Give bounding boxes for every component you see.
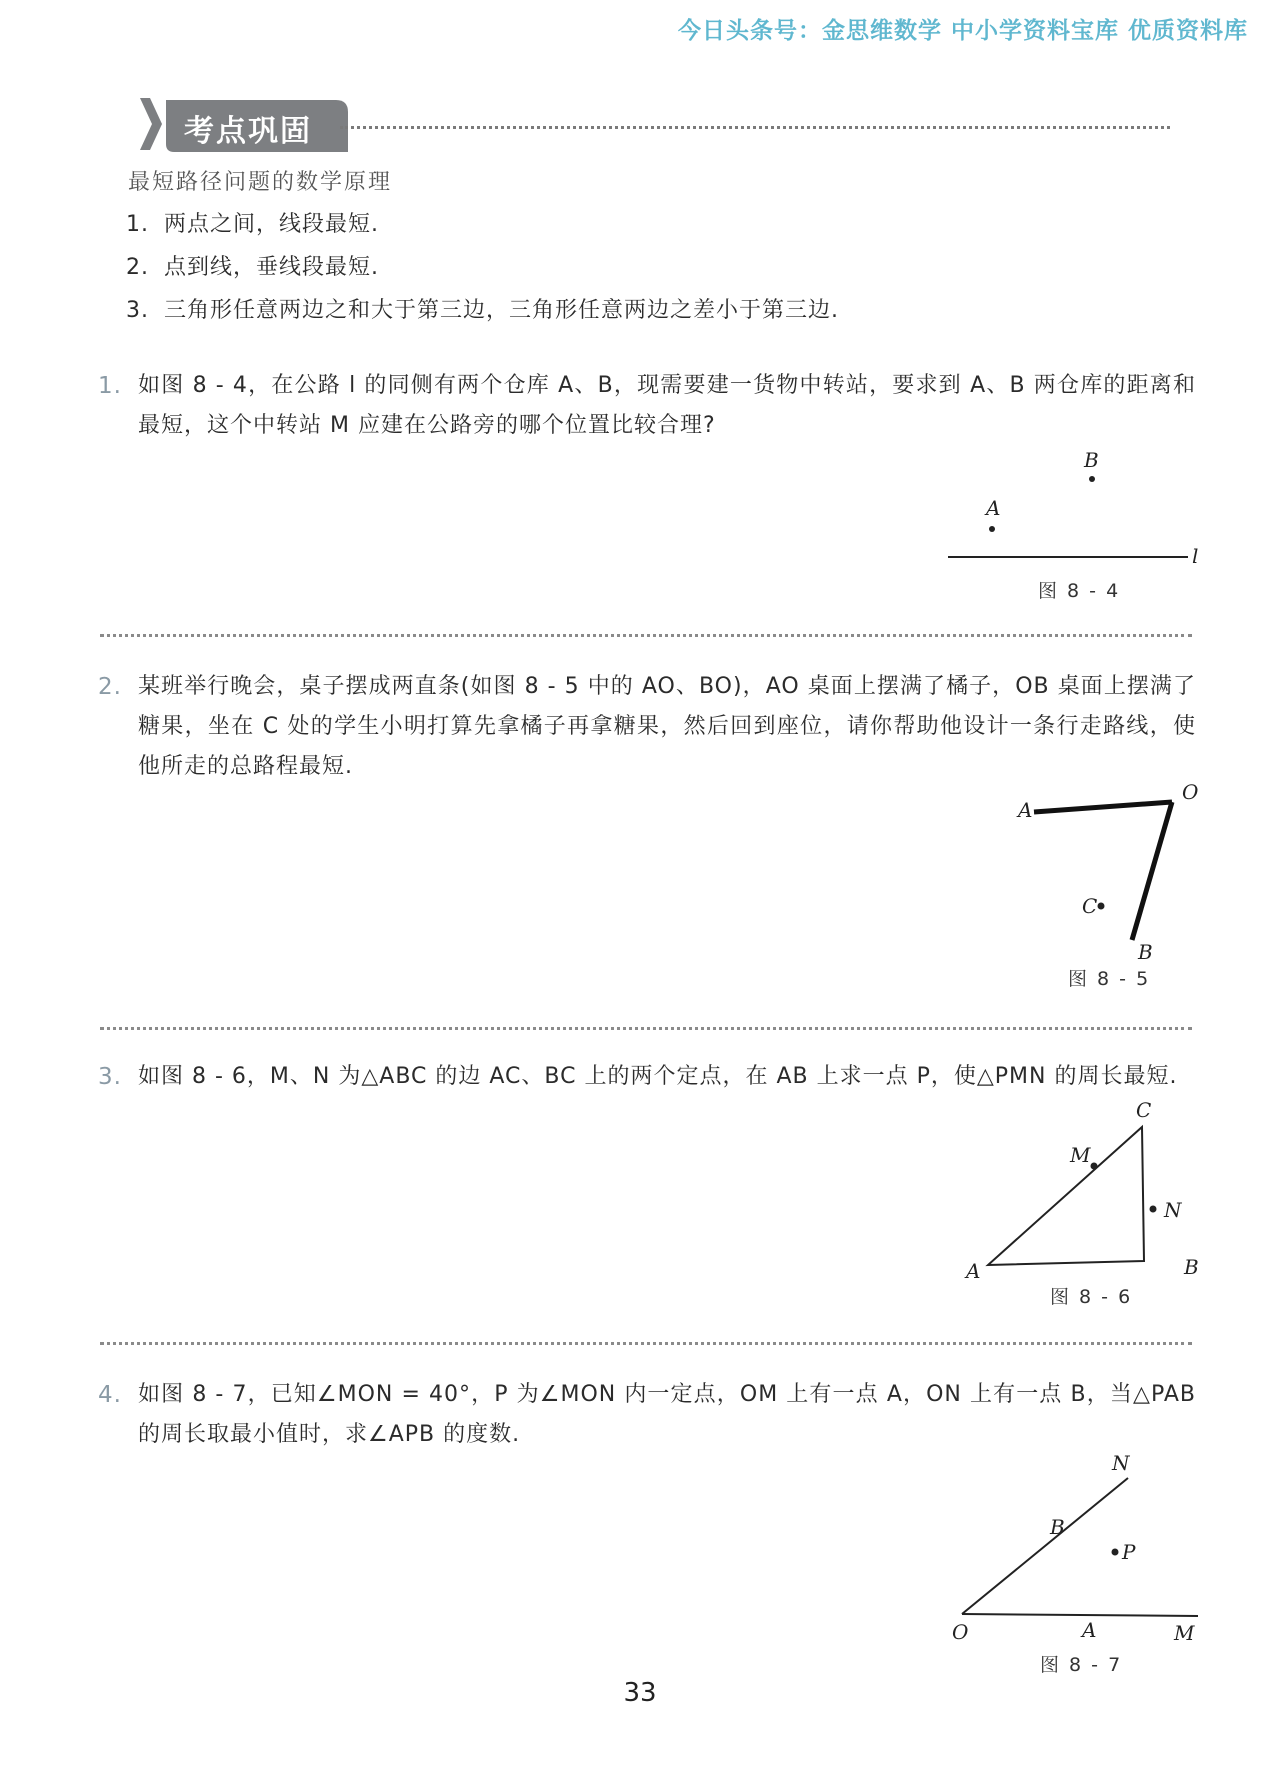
principle-item [126,293,839,324]
divider [100,1342,1192,1345]
divider [100,634,1192,637]
problem-2 [98,667,1196,787]
problem-text: 如图 8 - 7，已知∠MON = 40°，P 为∠MON 内一定点，OM 上有一点 A，ON 上有一点 B，当△PAB 的周长取最小值时，求∠APB 的度数. [138,1382,1196,1447]
banner-divider [340,126,1170,129]
principle-item [126,250,379,281]
problem-number: 2. [98,674,122,700]
figure-caption: 图 8 - 5 [1068,968,1151,990]
principle-text: 点到线，垂线段最短. [164,255,379,280]
label-a: A [986,496,1001,520]
principle-number: 2. [126,255,149,280]
point-p [1112,1549,1119,1556]
page-number: 33 [623,1678,657,1708]
figure-caption: 图 8 - 4 [1038,580,1121,602]
table-ao [1034,802,1172,812]
label-m: M [1174,1621,1195,1640]
label-o: O [952,1620,969,1640]
problem-1 [98,366,1196,446]
point-b [1089,476,1095,482]
label-b: B [1138,940,1153,964]
label-l: l [1192,544,1199,568]
divider [100,1027,1192,1030]
figure-8-6 [960,1095,1210,1280]
problem-text: 如图 8 - 6，M、N 为△ABC 的边 AC、BC 上的两个定点，在 AB 上求一点 P，使△PMN 的周长最短. [138,1064,1178,1089]
principle-text: 两点之间，线段最短. [164,212,379,237]
table-ob [1132,802,1172,940]
label-n: N [1164,1198,1182,1222]
principles-title: 最短路径问题的数学原理 [128,170,393,195]
ray-on [962,1478,1128,1614]
figure-8-4 [930,445,1210,575]
problem-text: 如图 8 - 4，在公路 l 的同侧有两个仓库 A、B，现需要建一货物中转站，要求到 A、B 两仓库的距离和最短，这个中转站 M 应建在公路旁的哪个位置比较合理? [138,373,1196,438]
principle-number: 1. [126,212,149,237]
problem-number: 4. [98,1382,122,1408]
label-c: C [1082,894,1098,918]
section-title: 考点巩固 [184,114,312,149]
label-a: A [1018,798,1033,822]
watermark: 今日头条号：金思维数学 中小学资料宝库 优质资料库 [677,18,1248,44]
label-m: M [1070,1143,1091,1167]
label-b: B [1050,1515,1065,1539]
figure-8-5 [1010,775,1210,970]
principle-item [126,207,379,238]
triangle-abc [988,1127,1144,1265]
point-n [1150,1206,1157,1213]
label-a: A [1082,1618,1097,1640]
problem-text: 某班举行晚会，桌子摆成两直条(如图 8 - 5 中的 AO、BO)，AO 桌面上摆满了橘子，OB 桌面上摆满了糖果，坐在 C 处的学生小明打算先拿橘子再拿糖果，然后回到座位，请你帮助他设计一条行走路线，使他所走的总路程最短. [138,674,1196,779]
point-c [1098,903,1105,910]
label-a: A [966,1259,981,1280]
label-o: O [1182,780,1199,804]
ray-om [962,1614,1198,1616]
point-m [1091,1163,1098,1170]
principle-text: 三角形任意两边之和大于第三边，三角形任意两边之差小于第三边. [164,298,839,323]
section-banner [140,96,350,160]
figure-caption: 图 8 - 7 [1040,1654,1123,1676]
label-b: B [1184,1255,1199,1279]
problem-number: 1. [98,373,122,399]
label-n: N [1112,1451,1130,1475]
label-c: C [1136,1098,1152,1122]
problem-4 [98,1375,1196,1455]
figure-caption: 图 8 - 6 [1050,1286,1133,1308]
label-p: P [1122,1540,1136,1564]
point-a [989,526,995,532]
problem-3 [98,1057,1196,1097]
figure-8-7 [940,1450,1210,1640]
label-b: B [1084,448,1099,472]
problem-number: 3. [98,1064,122,1090]
principle-number: 3. [126,298,149,323]
